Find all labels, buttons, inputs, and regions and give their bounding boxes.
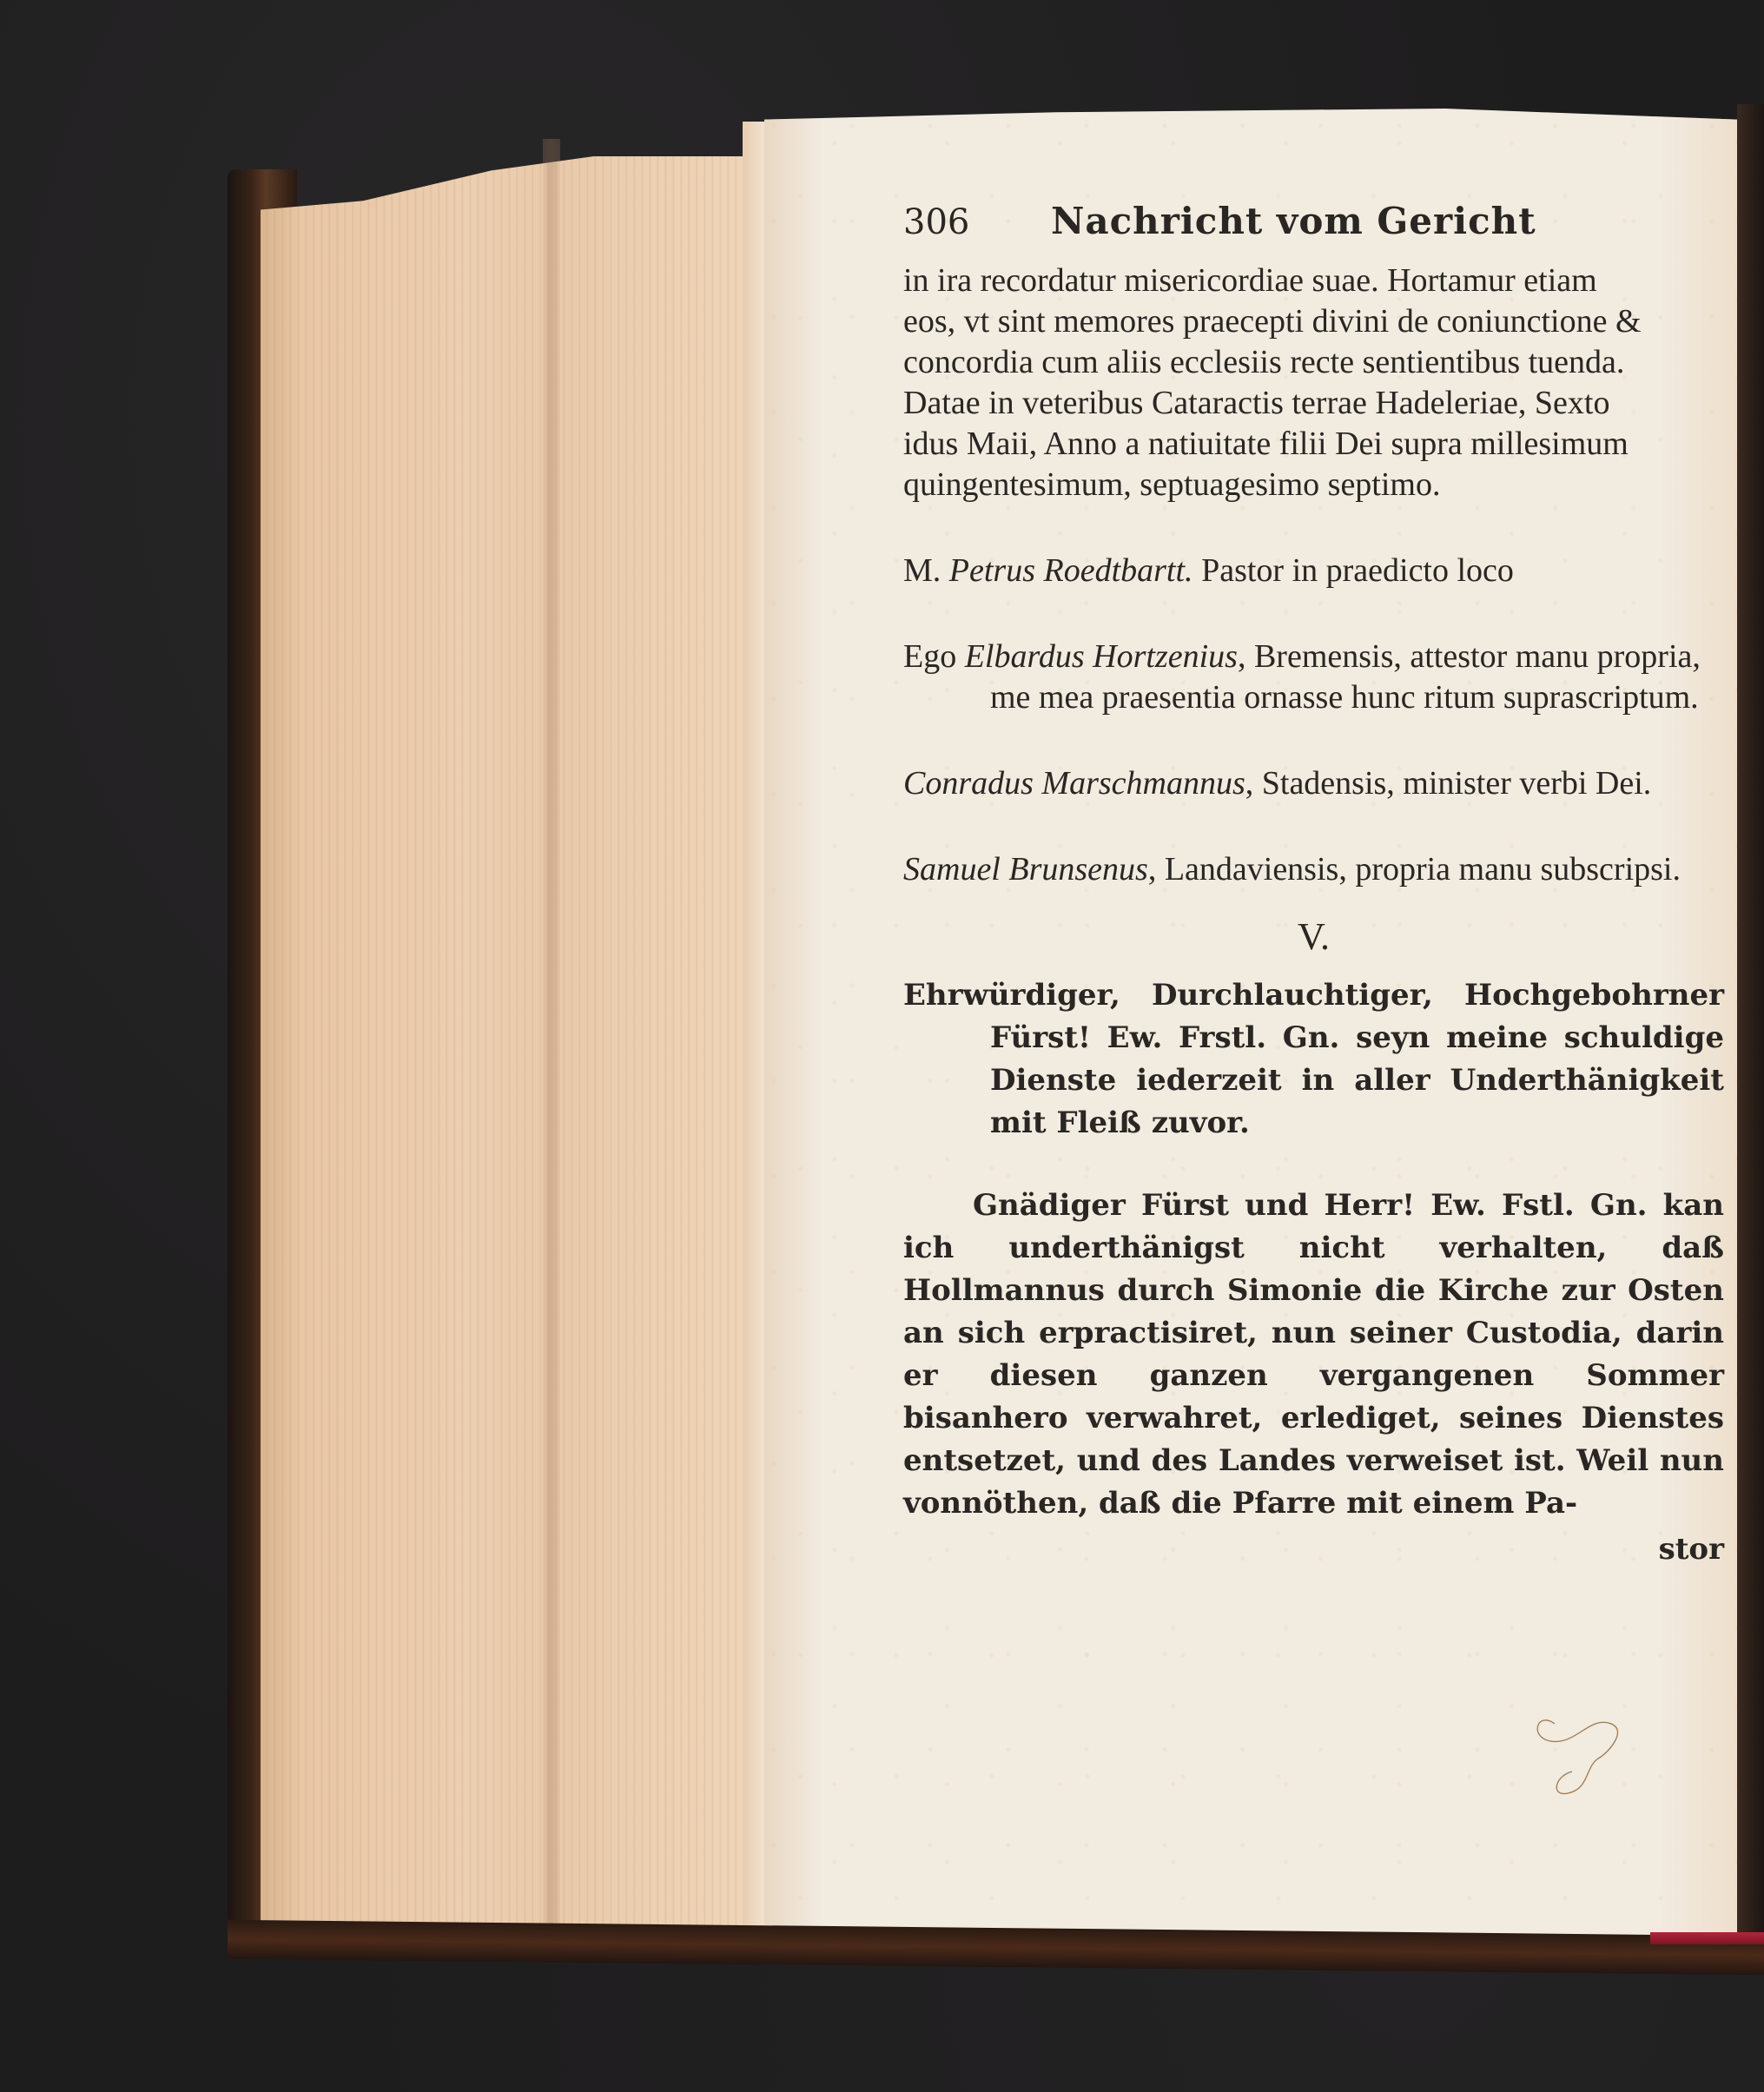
page-number: 306 <box>903 202 970 242</box>
latin-line: quingentesimum, septuagesimo septimo. <box>903 466 1441 503</box>
red-ribbon-bookmark <box>1650 1932 1764 1944</box>
book-cover-right-edge <box>1737 104 1764 1945</box>
latin-line: eos, vt sint memores praecepti divini de coniunctione & <box>903 303 1642 340</box>
latin-line: in ira recordatur misericordiae suae. Hortamur etiam <box>903 262 1597 299</box>
signature-text: Pastor in praedicto loco <box>1201 552 1514 589</box>
signature-prefix: M. <box>903 552 941 589</box>
signature-roedtbartt <box>903 551 1724 591</box>
section-number: V. <box>1297 915 1331 958</box>
signature-brunsenus <box>903 849 1724 890</box>
signature-hortzenius <box>903 637 1724 718</box>
latin-line: concordia cum aliis ecclesiis recte sentientibus tuenda. <box>903 344 1625 380</box>
signature-marschmannus <box>903 763 1724 804</box>
page-block-fold <box>543 139 560 1928</box>
signature-prefix: Ego <box>903 638 957 675</box>
signatory-name: Conradus Marschmannus <box>903 765 1245 802</box>
running-head <box>903 200 1724 261</box>
running-head-title: Nachricht vom Gericht <box>1051 200 1536 242</box>
signature-text: , Landaviensis, propria manu subscripsi. <box>1147 851 1681 888</box>
signatory-name: Elbardus Hortzenius <box>964 638 1238 675</box>
latin-line: idus Maii, Anno a natiuitate filii Dei supra millesimum <box>903 426 1629 462</box>
stray-hair-icon <box>1529 1706 1642 1811</box>
letter-body-paragraph: Gnädiger Fürst und Herr! Ew. Fstl. Gn. kan ich underthänigst nicht verhalten, daß Hollmannus durch Simonie die Kirche zur Osten an sich erpractisiret, nun seiner Custodia, darin er diesen ganzen vergangenen Sommer bisanhero verwahret, erlediget, seines Dienstes entsetzet, und des Landes verweiset ist. Weil nun vonnöthen, daß die Pfarre mit einem Pa- <box>903 1188 1724 1521</box>
signatory-name: Samuel Brunsenus <box>903 851 1148 888</box>
signatory-name: Petrus Roedtbartt. <box>948 552 1193 589</box>
signature-text: , Bremensis, attestor manu propria, me mea praesentia ornasse hunc ritum suprascriptum. <box>990 638 1701 716</box>
page-block-fore-edge <box>261 156 773 1937</box>
page-text <box>903 200 1724 1571</box>
letter-salutation: Ehrwürdiger, Durchlauchtiger, Hochgebohrner Fürst! Ew. Frstl. Gn. seyn meine schuldige Dienste iederzeit in aller Underthänigkeit mit Fleiß zuvor. <box>903 978 1724 1140</box>
latin-line: Datae in veteribus Cataractis terrae Hadeleriae, Sexto <box>903 385 1610 421</box>
signature-text: , Stadensis, minister verbi Dei. <box>1245 765 1652 802</box>
latin-paragraph <box>903 261 1724 505</box>
catchword: stor <box>1658 1532 1724 1567</box>
